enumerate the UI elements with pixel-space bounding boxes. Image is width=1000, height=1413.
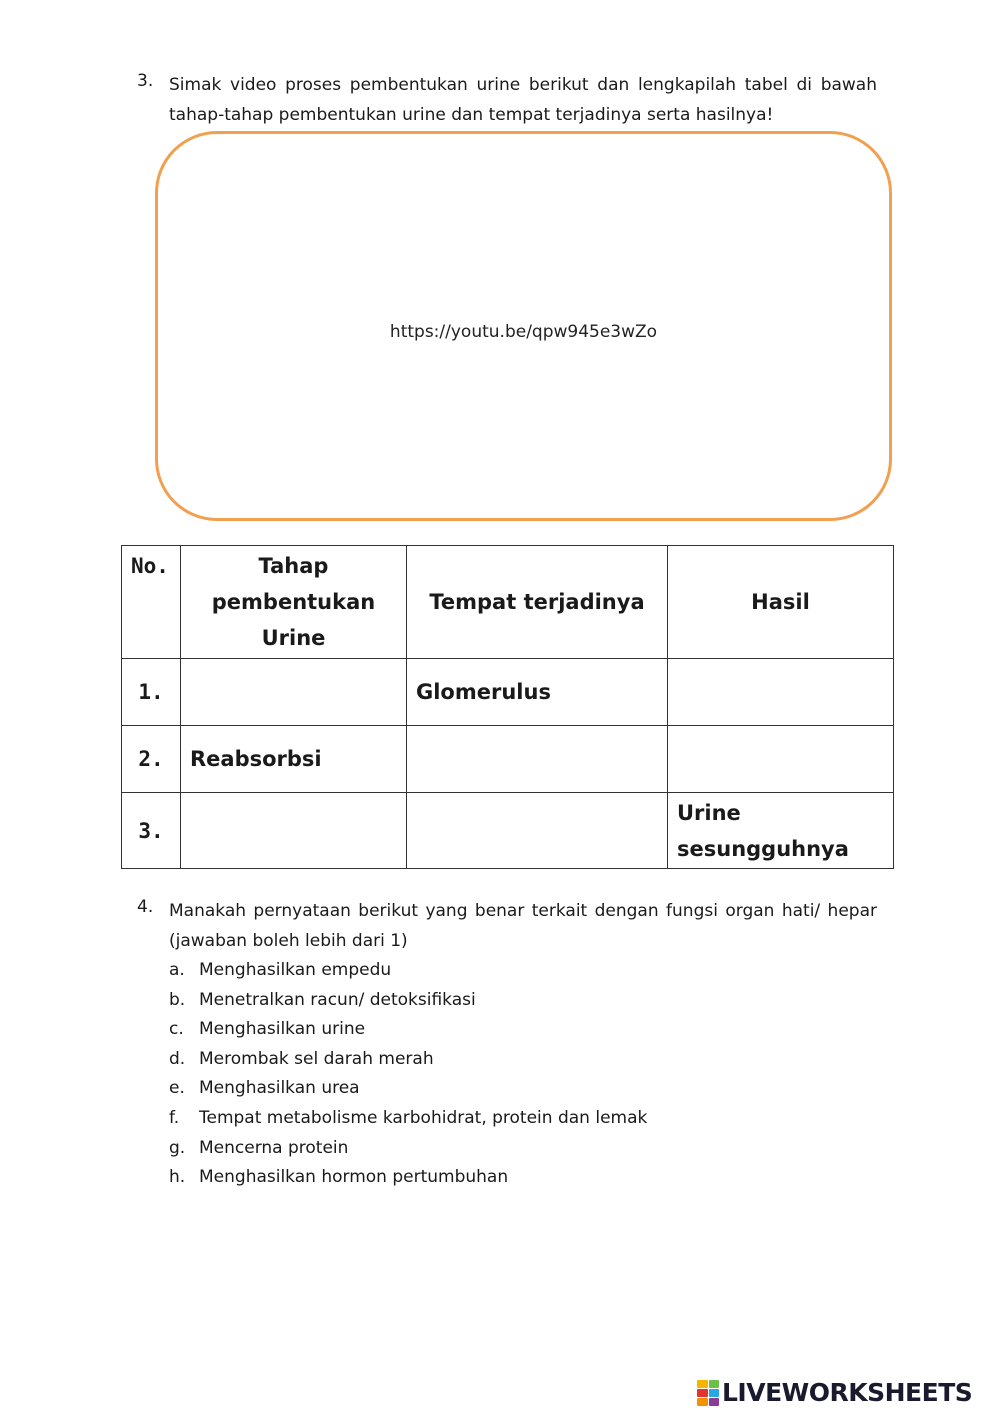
option-h[interactable]: h. Menghasilkan hormon pertumbuhan (169, 1167, 509, 1188)
header-tempat: Tempat terjadinya (407, 546, 668, 659)
option-d[interactable]: d. Merombak sel darah merah (169, 1048, 434, 1069)
video-link-box (155, 131, 892, 521)
header-no: No. (122, 546, 181, 659)
question-3-text: Simak video proses pembentukan urine berikut dan lengkapilah tabel di bawah tahap-tahap pembentukan urine dan tempat terjadinya serta hasilnya! (169, 75, 877, 125)
tahap-answer-cell[interactable] (181, 793, 407, 869)
header-hasil: Hasil (668, 546, 894, 659)
table-row (122, 659, 894, 726)
option-c[interactable]: c. Menghasilkan urine (169, 1019, 366, 1040)
hasil-cell: Urine sesungguhnya (668, 793, 894, 869)
option-f[interactable]: f. Tempat metabolisme karbohidrat, protein dan lemak (169, 1107, 648, 1128)
question-3-number: 3. (137, 71, 154, 91)
logo-mark-icon (697, 1380, 719, 1406)
question-4-text: Manakah pernyataan berikut yang benar terkait dengan fungsi organ hati/ hepar (jawaban boleh lebih dari 1) (169, 901, 877, 951)
question-4-number: 4. (137, 897, 154, 917)
option-e[interactable]: e. Menghasilkan urea (169, 1078, 360, 1099)
tempat-answer-cell[interactable] (407, 726, 668, 793)
table-row (122, 793, 894, 869)
hasil-answer-cell[interactable] (668, 726, 894, 793)
logo-text: LIVEWORKSHEETS (722, 1378, 973, 1407)
option-g[interactable]: g. Mencerna protein (169, 1137, 349, 1158)
option-a[interactable]: a. Menghasilkan empedu (169, 960, 392, 980)
tempat-answer-cell[interactable] (407, 793, 668, 869)
header-tahap: Tahap pembentukan Urine (181, 546, 407, 659)
row-number: 2. (122, 726, 181, 793)
tahap-cell: Reabsorbsi (181, 726, 407, 793)
tempat-cell: Glomerulus (407, 659, 668, 726)
video-url-link[interactable]: https://youtu.be/qpw945e3wZo (389, 322, 658, 342)
answer-options-list (169, 956, 647, 1193)
option-b[interactable]: b. Menetralkan racun/ detoksifikasi (169, 989, 476, 1010)
tahap-answer-cell[interactable] (181, 659, 407, 726)
liveworksheets-logo (697, 1378, 972, 1407)
row-number: 1. (122, 659, 181, 726)
table-row (122, 726, 894, 793)
row-number: 3. (122, 793, 181, 869)
hasil-answer-cell[interactable] (668, 659, 894, 726)
urine-formation-table (121, 545, 894, 869)
